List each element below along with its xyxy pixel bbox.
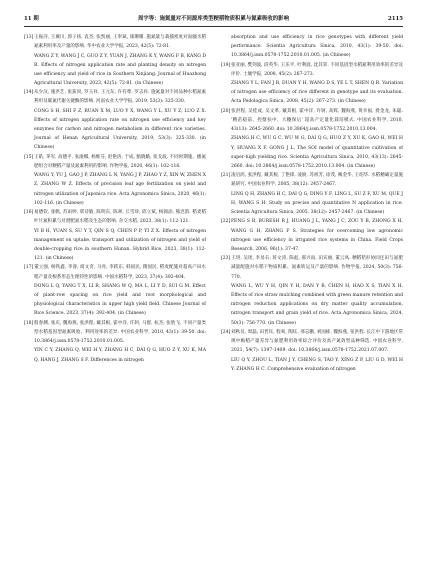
reference-entry (221, 282, 403, 328)
reference-entry (24, 319, 206, 346)
reference-number: [17] (24, 265, 34, 271)
reference-number: [16] (24, 210, 34, 216)
reference-number: [21] (221, 173, 231, 179)
reference-entry (221, 217, 403, 254)
reference-entry (24, 88, 206, 106)
reference-text: WANG Y, YU J, GAO J P, ZHANG L N, YANG J P, ZHAO Y Z, XIN W, ZHEN X Z, ZHANG W Z. Effects of precision leaf age fertilization on yield and nitrogen utilization of Japonica rice. Acta Agronomica Sinica, 2020, 46(1): 102-116. (in Chinese) (34, 173, 206, 206)
reference-text: 易德钦, 张帆, 苏雨婷, 覃诗敏, 陈明东, 陈翠, 丘雪珍, 邱立斌, 杨锦添, 熊迟韵. 稻麦稻叶片氮积累与对潜肥氮水稻及生态的影响. 杂交水稻, 2023, 38(1): 112-121. (34, 210, 206, 225)
running-title: 周宇等：施氮量对不同源库类型粳稻物质积累与氮素吸收的影响 (138, 16, 289, 22)
reference-text: 王玥, 吴瑶, 李显石, 蒋文涛, 陈彪, 郝兴雨, 田宾丽, 董云凤. 粳稻秸秆协同还田与氮肥减量配施对水稻干物质积累、氮素转运及产量的影响. 作物学报, 2024, 50(3): 756-770. (231, 256, 403, 280)
reference-text: PENG S B, BURESH R J, HUANG J L, YANG J C, ZOU Y B, ZHONG X H, WANG G H, ZHANG F S. Strategies for overcoming low agronomic nitrogen use efficiency in irrigated rice systems in China. Field Crops Research, 2006, 96(1): 37-47. (231, 219, 403, 252)
header-rule (24, 26, 403, 27)
reference-entry (24, 52, 206, 89)
reference-entry (221, 33, 403, 60)
references-right-column (221, 33, 403, 374)
reference-entry (221, 328, 403, 355)
reference-entry (221, 79, 403, 106)
reference-text: WANG Z Y, WANG J C, GUO Z Y, YUAN J, ZHANG K Y, WANG F B, KANG D R. Effects of nitrogen application rate and planting density on nitrogen use efficiency and yield of rice in Southern Xinjiang. Journal of Huazhong Agricultural University, 2023, 42(5): 72-81. (in Chinese) (34, 53, 206, 86)
reference-entry (221, 356, 403, 374)
reference-number: [18] (24, 320, 34, 326)
reference-number: [13] (24, 35, 34, 40)
reference-number: [24] (221, 329, 231, 335)
reference-number: [19] (221, 62, 231, 68)
reference-entry (24, 33, 206, 51)
reference-text: 张亚丽, 樊剑波, 段英华, 王乐平, 叶利庭, 沈其荣. 不同基因型水稻氮利用效率的差异及评价. 土壤学报, 2008, 45(2): 267-273. (231, 62, 403, 77)
reference-number: [22] (221, 219, 231, 225)
reference-text: CONG S H, SHI F Z, RUAN X M, LUO Y X, WANG Y L, XU Y Z, LUO Z X. Effects of nitrogen application rate on nitrogen use efficiency and key enzymes for carbon and nitrogen metabolism in different rice varieties. Journal of Henan Agricultural University, 2019, 53(3): 325-330. (in Chinese) (34, 108, 206, 151)
reference-text: 董立强, 杨铁鑫, 李睿, 商文奇, 马亮, 李跃东, 韩国民, 隋国民. 稻麦配施对超高产田水稻产量及根系形态生理特性的影响. 中国水稻科学, 2023, 37(4): 392-404. (34, 265, 206, 280)
reference-number: [23] (221, 256, 231, 262)
reference-number: [14] (24, 90, 34, 96)
reference-entry (24, 171, 206, 208)
page-number-left: 11 期 (24, 16, 39, 22)
reference-text: YI B H, YUAN S, SU Y T, QIN S Q, CHEN P P, YI Z X. Effects of nitrogen management on uptake, transport and utilization of nitrogen and yield of double-cropping rice in southern Hunan. Hybrid Rice, 2023, 38(1): 112-121. (in Chinese) (34, 228, 206, 262)
reference-number: [15] (24, 154, 34, 160)
reference-entry (24, 227, 206, 264)
reference-text: DONG L Q, YANG T X, LI R, SHANG W Q, MA L, LI Y D, SUI G M. Effect of plant-row spacing on rice yield and root morphological and physiological characteristics in upper high yield field. Chinese Journal of Rice Science, 2023, 37(4): 392-404. (in Chinese) (34, 283, 206, 317)
reference-text: ZHANG Y L, FAN J B, DUAN Y H, WANG D S, YE L T, SHEN Q R. Variation of nitrogen use efficiency of rice different in genotype and its evaluation. Acta Pedologica Sinica, 2008, 45(2): 267-273. (in Chinese) (231, 81, 403, 105)
reference-text: 王振洋, 王翼川, 郭子扬, 袁杰, 张凯丽, 王奉斌, 康珊珊. 施氮量与栽插密度对南疆水稻氮素利用率及产量的影响. 华中农业大学学报, 2023, 42(5): 72-81. (34, 35, 206, 50)
reference-entry (221, 134, 403, 171)
page-number-right: 2115 (387, 16, 403, 22)
reference-text: 从少汶, 施洪艺, 张荻同, 罗玉祥, 王元东, 许有尊, 罗志祥. 施氮量对不同品种水稻氮素利用及碳氮代谢关键酶的影响. 河南农业大学学报, 2019, 53(3): 325-330. (34, 90, 206, 105)
reference-text: 刘秋员, 周磊, 田晋钰, 程爽, 陶钰, 邢志鹏, 刘国栋, 魏海燕, 张洪程. 长江中下游地区常规中籼稻产量差异与氮肥利用效率综合评价及高产氮效型品种筛选. 中国农业科学, 2021, 54(7): 1397-1409. doi: 10.3864/j.issn.0578-1752.2021.07.007. (231, 329, 403, 354)
reference-entry (24, 263, 206, 281)
reference-text: 张洪程, 吴桂成, 吴文革, 戴其根, 霍中洋, 许轲, 高辉, 魏海燕, 黄幸福, 龚金龙, 朱聪. '精苗稳前、控蘖扶中、大穗保后' 超高产定量化栽培模式. 中国农业科学, 2010, 43(13): 2645-2660. doi: 10.3864/j.issn.0578-1752.2010.13.004. (231, 108, 403, 133)
reference-entry (24, 282, 206, 319)
reference-text: YIN C Y, ZHANG Q, WEI H Y, ZHANG H C, DAI Q G, HUO Z Y, XU K, MA Q, HANG J, ZHANG S F. Differences in nitrogen (34, 348, 206, 363)
reference-text: 殷春渊, 张庆, 魏海燕, 张洪程, 戴其根, 霍中洋, 许轲, 马群, 杭杰, 张胜飞. 不同产量类型水稻基因型氮素吸收、利用效率的差异. 中国农业科学, 2010, 43(1): 39-50. doi: 10.3864/j.issn.0578-1752.2010.01.005. (34, 320, 206, 345)
reference-entry (221, 190, 403, 217)
reference-entry (24, 107, 206, 153)
reference-text: LING Q H, ZHANG H C, DAI Q G, DING Y F, LING L, SU Z F, XU M, QUE J H, WANG S H. Study on precise and quantitative N application in rice. Scientia Agricultura Sinica, 2005, 38(12): 2457-2467. (in Chinese) (231, 191, 403, 216)
reference-text: ZHANG H C, WU G C, WU W G, DAI Q G, HUO Z Y, XU K, GAO H, WEI H Y, HUANG X F, GONG J L. The SOI model of quantitative cultivation of super-high yielding rice. Scientia Agricultura Sinica, 2010, 43(13): 2645-2660. doi: 10.3864/j.issn.0578-1752.2010.13.004. (in Chinese) (231, 136, 403, 169)
reference-text: 凌启鸿, 张洪程, 戴其根, 丁艳锋, 凌励, 苏祖芳, 徐茂, 阙金华, 王绍华. 水稻精确定量施氮研究. 中国农业科学, 2005, 38(12): 2457-2467. (231, 173, 403, 188)
reference-entry (221, 107, 403, 134)
reference-entry (24, 346, 206, 364)
reference-text: LIU Q Y, ZHOU L, TIAN J Y, CHENG S, TAO Y, XING Z P, LIU G D, WEI H Y, ZHANG H C. Comprehensive evaluation of nitrogen (231, 357, 403, 372)
reference-number: [20] (221, 108, 231, 114)
references-left-column (24, 33, 206, 365)
reference-text: WANG L, WU Y H, QIN Y H, DAN Y B, CHEN H, HAO X S, TIAN X H. Effects of rice straw mulching combined with green manure retention and nitrogen reduction applications on dry matter quality accumulation, nitrogen transport and grain yield of rice. Acta Agronomica Sinica, 2024, 50(3): 756-770. (in Chinese) (231, 283, 403, 326)
page-header (24, 12, 403, 26)
reference-text: absorption and use efficiency in rice genotypes with different yield performance. Scientia Agricultura Sinica, 2010, 43(1): 39-50. doi: 10.3864/j.issn.0578-1752.2010.01.005. (in Chinese) (231, 35, 403, 59)
reference-text: 王皓, 茅军, 高德平, 张潼娜, 杨维芬, 赵艳涛, 于成, 甄晓娥, 张戈波. 不同时期施、播氮肥组合对粳稻产量及氮素利用的影响. 作物学报, 2020, 46(1): 102-116. (34, 154, 206, 169)
reference-entry (221, 171, 403, 189)
reference-entry (24, 153, 206, 171)
reference-entry (221, 254, 403, 281)
reference-entry (24, 208, 206, 226)
reference-entry (221, 61, 403, 79)
